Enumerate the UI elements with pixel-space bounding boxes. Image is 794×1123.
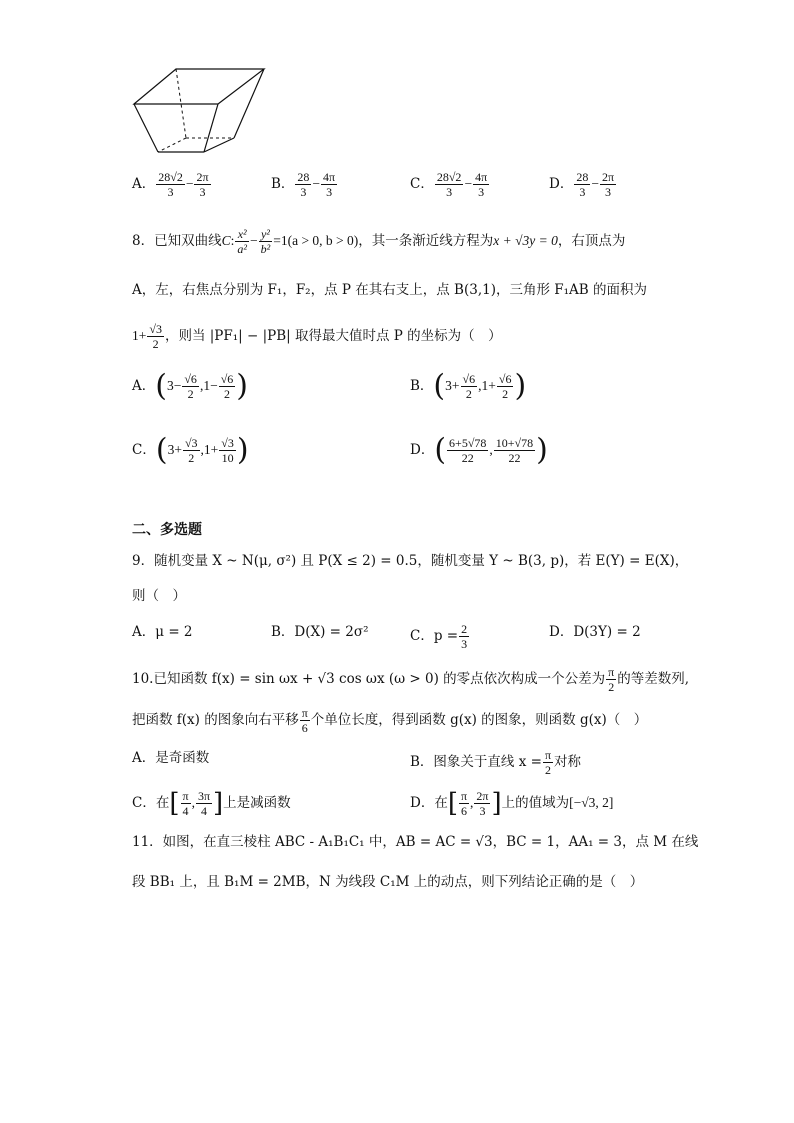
q10-option-a[interactable]: A．是奇函数 bbox=[132, 750, 210, 766]
q8-option-c[interactable]: C．(3+ $\frac{√3}{2}$ ,1+ $\frac{√3}{10}$ ) bbox=[132, 432, 249, 468]
option-label: A． bbox=[132, 176, 156, 192]
q7-option-c[interactable]: C． $\frac{28√2}{3}$ − $\frac{4\pi}{3}$ bbox=[410, 170, 488, 199]
fraction: $\frac{4\pi}{3}$ bbox=[475, 170, 488, 199]
section-title: 二、多选题 bbox=[132, 522, 202, 538]
q9-line2: 则（ ） bbox=[132, 588, 186, 604]
fraction: $\frac{28}{3}$ bbox=[576, 170, 589, 199]
q8-line1: 8．已知双曲线C: $\frac{\text{x²}}{\text{a²}}$ − $\frac{\text{y²}}{\text{b²}}$ =1(a > 0, b > 0)，其一条渐近线方程为x + √3y = 0，右顶点为 bbox=[132, 227, 626, 256]
fraction: $\frac{2\pi}{3}$ bbox=[196, 170, 209, 199]
q8-line2: A，左，右焦点分别为 F₁，F₂，点 P 在其右支上，点 B(3,1)，三角形 F₁AB 的面积为 bbox=[132, 282, 648, 298]
q11-line1: 11．如图，在直三棱柱 ABC - A₁B₁C₁ 中，AB = AC = √3，BC = 1，AA₁ = 3，点 M 在线 bbox=[132, 834, 699, 850]
fraction: $\frac{\pi}{2}$ bbox=[544, 748, 551, 777]
fraction: $\frac{\pi}{2}$ bbox=[608, 665, 615, 694]
q9-option-c[interactable]: C．p = $\frac{2}{3}$ bbox=[410, 622, 468, 651]
option-label: B． bbox=[271, 176, 295, 192]
q7-option-b[interactable]: B． $\frac{28}{3}$ − $\frac{4\pi}{3}$ bbox=[271, 170, 336, 199]
fraction: $\frac{28}{3}$ bbox=[297, 170, 310, 199]
option-label: A． bbox=[132, 378, 156, 394]
fraction: $\frac{√3}{2}$ bbox=[149, 322, 162, 351]
q10-option-d[interactable]: D．在[ $\frac{\pi}{6}$ , $\frac{2\pi}{3}$ ]上的值域为[−√3, 2] bbox=[410, 788, 614, 819]
q8-option-d[interactable]: D．( $\frac{6+5√78}{22}$ , $\frac{10+√78}{22}$ ) bbox=[410, 432, 548, 468]
q10-option-c[interactable]: C．在[ $\frac{\pi}{4}$ , $\frac{3\pi}{4}$ ]上是减函数 bbox=[132, 788, 291, 819]
fraction: $\frac{\text{x²}}{\text{a²}}$ bbox=[237, 227, 247, 256]
q9-option-b[interactable]: B．D(X) = 2σ² bbox=[271, 624, 369, 640]
q9-option-a[interactable]: A．μ = 2 bbox=[132, 624, 193, 640]
fraction: $\frac{\text{y²}}{\text{b²}}$ bbox=[260, 227, 271, 256]
fraction: $\frac{4\pi}{3}$ bbox=[323, 170, 336, 199]
fraction: $\frac{2\pi}{3}$ bbox=[601, 170, 615, 199]
q7-option-d[interactable]: D． $\frac{28}{3}$ − $\frac{2\pi}{3}$ bbox=[549, 170, 615, 199]
q8-option-a[interactable]: A．(3− $\frac{√6}{2}$ ,1− $\frac{√6}{2}$ ) bbox=[132, 368, 248, 404]
fraction: $\frac{2}{3}$ bbox=[461, 622, 468, 651]
option-label: B． bbox=[410, 378, 434, 394]
solid-figure bbox=[128, 64, 268, 160]
q11-line2: 段 BB₁ 上，且 B₁M = 2MB，N 为线段 C₁M 上的动点，则下列结论正确的是（ ） bbox=[132, 874, 644, 890]
option-label: D． bbox=[410, 442, 435, 458]
option-label: C． bbox=[132, 442, 156, 458]
q8-line3: 1+ $\frac{√3}{2}$ ，则当 |PF₁| − |PB| 取得最大值时点 P 的坐标为（ ） bbox=[132, 322, 502, 351]
q7-option-a[interactable]: A． $\frac{28√2}{3}$ − $\frac{2\pi}{3}$ bbox=[132, 170, 209, 199]
q10-option-b[interactable]: B．图象关于直线 x = $\frac{\pi}{2}$ 对称 bbox=[410, 748, 581, 777]
q8-option-b[interactable]: B．(3+ $\frac{√6}{2}$ ,1+ $\frac{√6}{2}$ ) bbox=[410, 368, 527, 404]
q10-line1: 10.已知函数 f(x) = sin ωx + √3 cos ωx (ω > 0) 的零点依次构成一个公差为 $\frac{\pi}{2}$ 的等差数列, bbox=[132, 665, 690, 694]
option-label: D． bbox=[549, 176, 574, 192]
q9-option-d[interactable]: D．D(3Y) = 2 bbox=[549, 624, 641, 640]
q10-line2: 把函数 f(x) 的图象向右平移 $\frac{\pi}{6}$ 个单位长度，得到函数 g(x) 的图象，则函数 g(x)（ ） bbox=[132, 706, 648, 735]
fraction: $\frac{28√2}{3}$ bbox=[436, 170, 462, 199]
q9-line1: 9．随机变量 X ~ N(μ, σ²) 且 P(X ≤ 2) = 0.5，随机变量 Y ~ B(3, p)，若 E(Y) = E(X)， bbox=[132, 553, 689, 569]
fraction: $\frac{28√2}{3}$ bbox=[158, 170, 183, 199]
fraction: $\frac{\pi}{6}$ bbox=[301, 706, 308, 735]
option-label: C． bbox=[410, 176, 434, 192]
